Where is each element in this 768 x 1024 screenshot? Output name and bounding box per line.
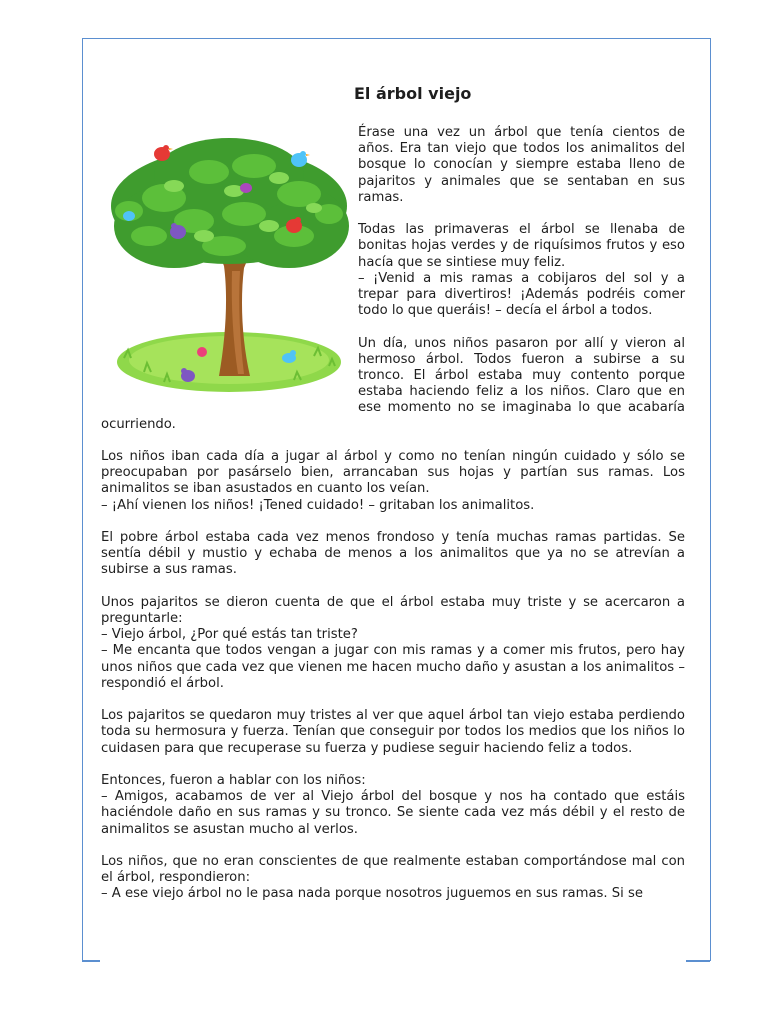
paragraph-9: Los niños, que no eran conscientes de que realmente estaban comportándose mal con el árbol, respondieron: – A ese viejo árbol no le pasa nada porque nosotros juguemos en sus ramas. Si se xyxy=(101,854,685,902)
paragraph-6: Unos pajaritos se dieron cuenta de que el árbol estaba muy triste y se acercaron a preguntarle: – Viejo árbol, ¿Por qué estás tan triste? – Me encanta que todos vengan a jugar con mis ramas y a comer mis frutos, pero hay unos niños que cada vez que vienen me hacen mucho daño y asustan a los animalitos – respondió el árbol. xyxy=(101,594,685,691)
page-border-corner-left xyxy=(82,960,100,962)
paragraph-4: Los niños iban cada día a jugar al árbol y como no tenían ningún cuidado y sólo se preocupaban por pasárselo bien, arrancaban sus hojas y partían sus ramas. Los animalitos se iban asustados en cuanto los veían. – ¡Ahí vienen los niños! ¡Tened cuidado! – gritaban los animalitos. xyxy=(101,449,685,513)
story-title: El árbol viejo xyxy=(354,84,472,103)
page-border-corner-right xyxy=(686,960,710,962)
paragraph-2: Todas las primaveras el árbol se llenaba de bonitas hojas verdes y de riquísimos frutos y eso hacía que se sintiese muy feliz. – ¡Venid a mis ramas a cobijaros del sol y a trepar para divertiros! ¡Además podréis comer todo lo que queráis! – decía el árbol a todos. xyxy=(358,222,685,319)
image-float-space xyxy=(101,125,358,409)
paragraph-7: Los pajaritos se quedaron muy tristes al ver que aquel árbol tan viejo estaba perdiendo toda su hermosura y fuerza. Tenían que conseguir por todos los medios que los niños lo cuidasen para que recuperase su fuerza y pudiese seguir haciendo feliz a todos. xyxy=(101,708,685,756)
paragraph-8: Entonces, fueron a hablar con los niños: – Amigos, acabamos de ver al Viejo árbol del bosque y nos ha contado que estáis haciéndole daño en sus ramas y su tronco. Se siente cada vez más débil y el resto de animalitos se asustan mucho al verlos. xyxy=(101,773,685,837)
paragraph-5: El pobre árbol estaba cada vez menos frondoso y tenía muchas ramas partidas. Se sentía débil y mustio y echaba de menos a los animalitos que ya no se atrevían a subirse a sus ramas. xyxy=(101,530,685,578)
story-body xyxy=(101,125,685,903)
paragraph-1: Érase una vez un árbol que tenía cientos de años. Era tan viejo que todos los animalitos del bosque lo conocían y siempre estaba lleno de pajaritos y animales que se sentaban en sus ramas. xyxy=(358,125,685,205)
paragraph-3: Un día, unos niños pasaron por allí y vieron al hermoso árbol. Todos fueron a subirse a su tronco. El árbol estaba muy contento porque estaba haciendo feliz a los niños. Claro que en ese momento no se imaginaba lo que acabaría ocurriendo. xyxy=(101,335,685,432)
